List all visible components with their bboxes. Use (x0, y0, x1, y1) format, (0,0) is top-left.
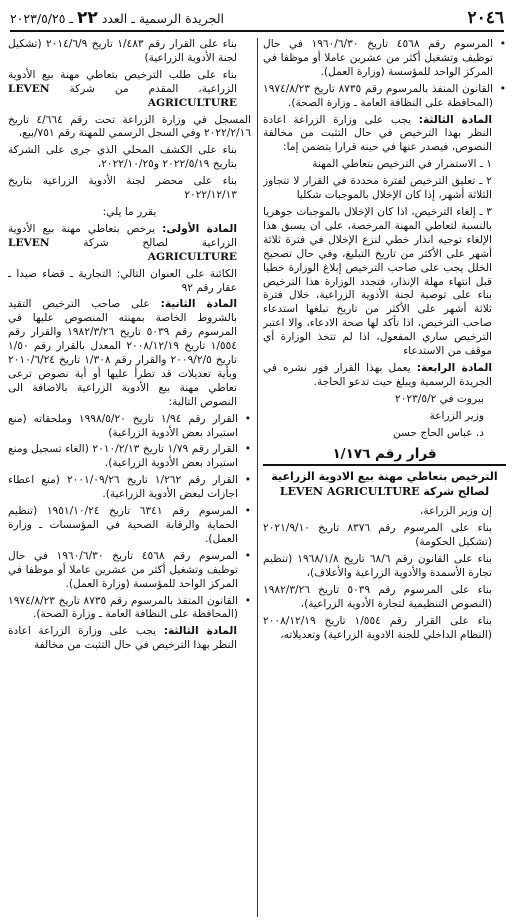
decision-subtitle-prefix: لصالح شركة (423, 485, 490, 499)
signature-place-date: بيروت في ٢٠٢٣/٥/٢ (395, 392, 484, 405)
decision-title: قرار رقم ١/١٧٦ (263, 448, 506, 466)
legal-basis: بناء على محضر لجنة الأدوية الزراعية بتاريخ ٢٠٢٢/١٢/١٣ (8, 175, 237, 202)
article-text: يعمل بهذا القرار فور نشره في الجريدة الرسمية ويبلغ حيث تدعو الحاجة. (263, 361, 492, 388)
option-item: ١ ـ الاستمرار في الترخيص بتعاطي المهنة (312, 158, 492, 171)
article-three (8, 625, 251, 653)
legal-basis: بناء على القرار رقم ١/٤٨٣ تاريخ ٢٠١٤/٦/٩ (تشكيل لجنة الأدوية الزراعية) (8, 38, 237, 64)
article-text: يرخص بتعاطي مهنة بيع الأدوية الزراعية لصالح شركة (8, 222, 237, 249)
article-two (8, 298, 251, 409)
list-item: • المرسوم رقم ٦٣٤١ تاريخ ١٩٥١/١٠/٢٤ (تنظيم الحماية والرقابة الصحية في المؤسسات ـ وزارة العمل). (8, 505, 251, 547)
decides-heading: يقرر ما يلي: (102, 205, 157, 218)
article-three (263, 114, 506, 156)
page-header (10, 4, 504, 32)
article-text: يجب على وزارة الزراعة اعادة النظر بهذا الترخيص في حال التثبت من مخالفة النصوص، فيصدر عنها في حينه قرارا يتضمن إما: (263, 113, 492, 154)
legal-basis: بناء على القانون رقم ٦٨/٦ تاريخ ١٩٦٨/١/٨ (تنظيم تجارة الأسمدة والأدوية الزراعية والأعلاف)، (263, 553, 492, 579)
decision-subtitle-line: الترخيص بتعاطي مهنة بيع الادوية الزراعية (271, 470, 498, 484)
legal-basis-text: بناء على طلب الترخيص بتعاطي مهنة بيع الأدوية الزراعية، المقدم من شركة (8, 68, 237, 95)
list-item: • القرار رقم ١/٢٦٢ تاريخ ٢٠٠١/٠٩/٢٦ (منع اعطاء اجازات لبعض الأدوية الزراعية). (8, 474, 251, 502)
option-item: ٢ ـ تعليق الترخيص لفترة محددة في القرار لا تتجاوز الثلاثة أشهر، إذا كان الإخلال بالموجبات شكليا (263, 175, 492, 202)
company-name: LEVEN AGRICULTURE (8, 82, 237, 109)
list-item: • المرسوم رقم ٤٥٦٨ تاريخ ١٩٦٠/٦/٣٠ في حال توظيف وتشغيل أكثر من عشرين عاملا أو موظفا في المركز الواحد للمؤسسة (وزارة العمل). (8, 550, 251, 592)
option-item: ٣ ـ إلغاء الترخيص، اذا كان الإخلال بالموجبات جوهريا بالنسبة لتعاطي المهنة المرخصة، على ان يسبق هذا الإلغاء توجيه انذار خطي لنزع الإخلال في فترة ثلاثة أشهر على الأكثر من تاريخ التبليغ، وفي حال تصحيح الخلل يجب على صاحب الترخيص إبلاغ الوزارة خطيا قبل انتهاء مهلة الإنذار، فتجدد الوزارة هذا الترخيص بناء على توصية لجنة الأدوية الزراعية، خلال فترة ثلاثة أشهر على الأكثر من تاريخ تبلغها استدعاء صاحب الترخيص، اذا تأكد لها صحة الادعاء، والا اعتبر الترخيص ساري المفعول، اذا لم تتخذ الوزارة أي موقف من الاستدعاء (263, 205, 492, 358)
signature-title: وزير الزراعة (429, 409, 484, 422)
article-four (263, 362, 506, 390)
decision-subtitle (263, 469, 506, 499)
legal-basis: بناء على القرار رقم ١/٥٥٤ تاريخ ٢٠٠٨/١٢/١٩ (النظام الداخلي للجنة الادوية الزراعية) وتعديلاته، (263, 614, 492, 641)
company-address: الكائنة على العنوان التالي: التجارية ـ قضاء صيدا ـ عقار رقم ٩٢ (8, 267, 237, 294)
list-item: • القانون المنفذ بالمرسوم رقم ٨٧٣٥ تاريخ ١٩٧٤/٨/٢٣ (المحافظة على النظافة العامة ـ وزارة الصحة). (263, 83, 506, 111)
article-one (8, 223, 251, 265)
issue-date: ـ ٢٠٢٣/٥/٢٥ (10, 11, 74, 26)
article-label: المادة الثالثة: (163, 625, 237, 638)
column-divider (257, 38, 258, 917)
legal-basis: المسجل في وزارة الزراعة تحت رقم ٤/٦٦٤ تاريخ ٢٠٢٢/٢/١٦ وفي السجل الرسمي للمهنة رقم ٧٥١/بيع، (8, 113, 251, 140)
journal-prefix: الجريدة الرسمية ـ العدد (101, 11, 225, 26)
article-label: المادة الثانية: (160, 298, 237, 311)
journal-title (10, 7, 224, 30)
issue-number: ٢٢ (77, 8, 98, 28)
list-item: • القرار رقم ١/٧٩ تاريخ ٢٠١٠/٢/١٣ (الغاء تسجيل ومنع استيراد بعض الأدوية الزراعية). (8, 443, 251, 471)
page-number: ٢٠٤٦ (467, 8, 504, 28)
article-text: على صاحب الترخيص التقيد بالشروط الخاصة بمهنته المنصوص عليها في المرسوم رقم ٥٠٣٩ تاريخ ١٩٨٢/٣/٢٦ والقرار رقم ١/٥٥٤ تاريخ ٢٠٠٨/١٢/١٩ المعدل بالقرار رقم ١/٥٠ تاريخ ٢٠٠٩/٢/٥ والقرار رقم ١/٣٠٨ تاريخ ٢٠١٠/٦/٢٤ وبأية تعديلات قد تطرأ عليها أو أية نصوص ترعى تعاطي مهنة بيع الأدوية الزراعية بالاضافة الى النصوص التالية: (8, 298, 237, 408)
company-name: LEVEN AGRICULTURE (279, 485, 420, 499)
company-name: LEVEN AGRICULTURE (8, 236, 237, 263)
signature-name: د. عباس الحاج حسن (392, 426, 484, 439)
article-label: المادة الرابعة: (416, 361, 492, 374)
right-column (263, 38, 506, 918)
left-column (8, 38, 251, 918)
legal-basis: بناء على الكشف المحلي الذي جرى على الشركة بتاريخ ٢٠٢٢/٥/١٩ و٢٠٢٢/١٠/٢٥، (8, 144, 237, 171)
legal-basis: بناء على المرسوم رقم ٨٣٧٦ تاريخ ٢٠٢١/٩/١٠ (تشكيل الحكومة) (263, 522, 492, 549)
list-item: • القرار رقم ١/٩٤ تاريخ ١٩٩٨/٥/٢٠ وملحقاته (منع استيراد بعض الأدوية الزراعية) (8, 413, 251, 441)
article-label: المادة الثالثة: (418, 113, 492, 126)
article-text: يجب على وزارة الزراعة اعادة النظر بهذا الترخيص في حال التثبت من مخالفة (8, 625, 237, 652)
article-label: المادة الأولى: (162, 222, 237, 235)
legal-basis (8, 69, 251, 111)
list-item: • المرسوم رقم ٤٥٦٨ تاريخ ١٩٦٠/٦/٣٠ في حال توظيف وتشغيل أكثر من عشرين عاملا أو موظفا في المركز الواحد للمؤسسة (وزارة العمل). (263, 38, 506, 80)
legal-basis: بناء على المرسوم رقم ٥٠٣٩ تاريخ ١٩٨٢/٣/٢٦ (النصوص التنظيمية لتجارة الأدوية الزراعية)، (263, 583, 492, 610)
minister-line: إن وزير الزراعة، (420, 505, 492, 518)
list-item: • القانون المنفذ بالمرسوم رقم ٨٧٣٥ تاريخ ١٩٧٤/٨/٢٣ (المحافظة على النظافة العامة ـ وزارة الصحة). (8, 595, 251, 623)
